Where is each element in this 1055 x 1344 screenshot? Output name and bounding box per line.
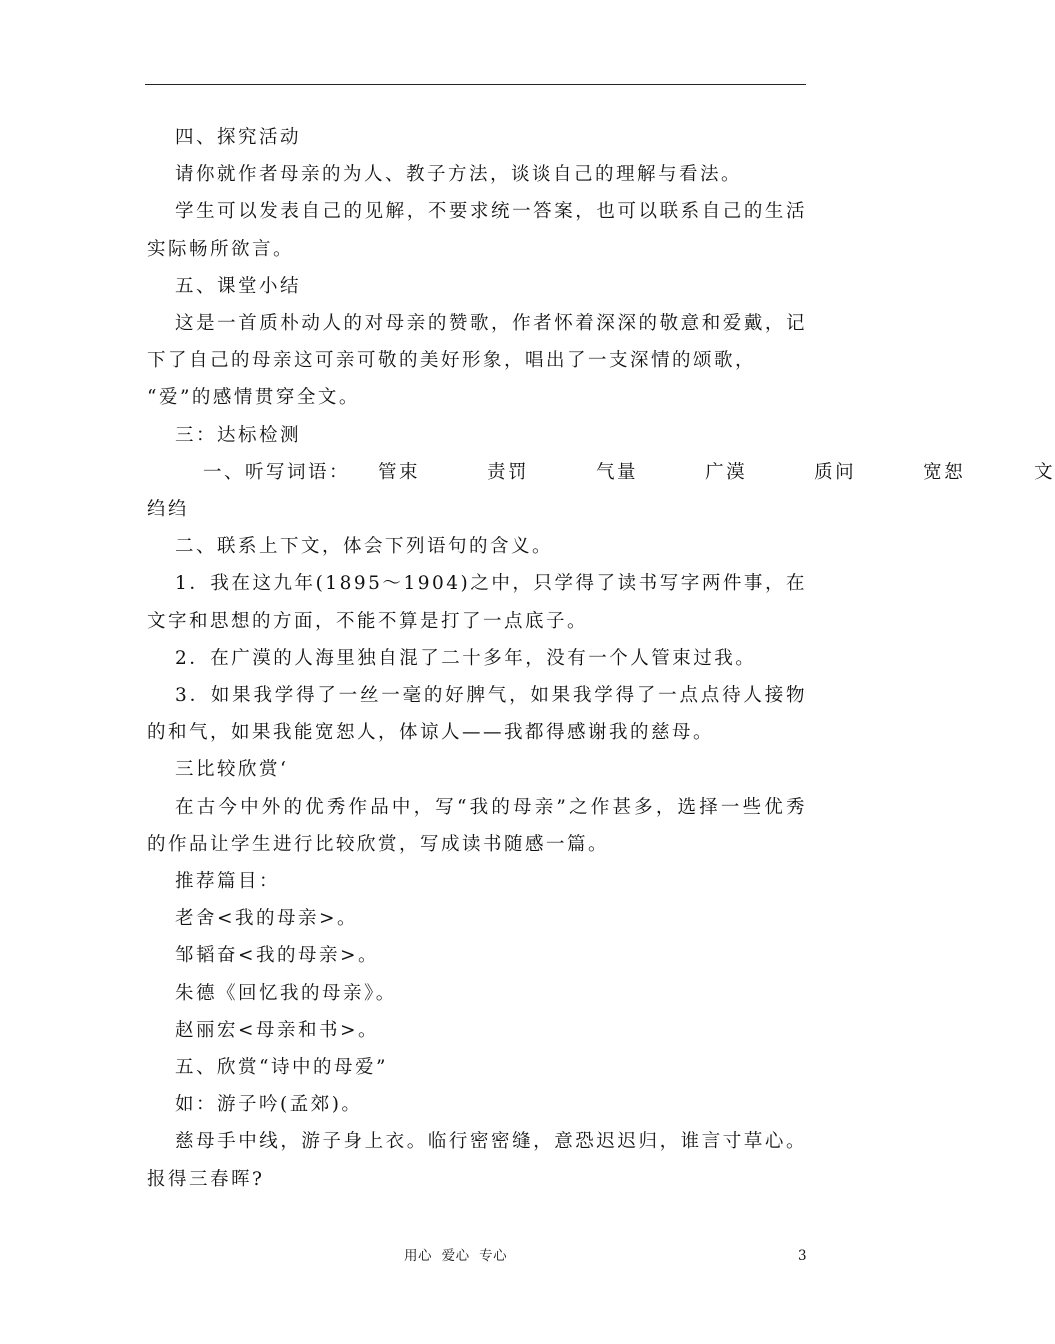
vocab-word: 管束 (378, 461, 421, 483)
vocab-word: 质问 (814, 461, 857, 483)
vocab-word: 文 (1034, 461, 1055, 483)
question-item-2: 2．在广漠的人海里独自混了二十多年，没有一个人管束过我。 (175, 647, 757, 669)
vocab-continuation: 绉绉 (147, 499, 190, 521)
page-number: 3 (798, 1248, 807, 1264)
recommended-item: 赵丽宏<母亲和书>。 (175, 1019, 380, 1041)
recommended-item: 老舍<我的母亲>。 (175, 908, 359, 930)
section-heading-compare: 三比较欣赏‘ (175, 759, 289, 781)
vocab-line (147, 454, 1055, 491)
section-heading-inquiry: 四、探究活动 (175, 127, 302, 148)
question-heading-2: 二、联系上下文，体会下列语句的含义。 (175, 536, 554, 558)
section-heading-test: 三：达标检测 (175, 424, 302, 446)
poem-title: 如：游子吟(孟郊)。 (175, 1094, 363, 1116)
poem-text: 慈母手中线，游子身上衣。临行密密缝，意恐迟迟归，谁言寸草心。报得三春晖? (147, 1131, 807, 1190)
recommended-item: 邹韬奋<我的母亲>。 (175, 945, 380, 967)
header-rule (145, 84, 806, 85)
footer-motto: 用心 爱心 专心 (404, 1248, 508, 1264)
vocab-word: 广漠 (705, 461, 748, 483)
paragraph-compare: 在古今中外的优秀作品中，写“我的母亲”之作甚多，选择一些优秀的作品让学生进行比较欣赏，写成读书随感一篇。 (147, 796, 807, 855)
section-heading-poem: 五、欣赏“诗中的母爱” (175, 1057, 388, 1079)
recommended-heading: 推荐篇目： (175, 871, 281, 893)
recommended-item: 朱德《回忆我的母亲》。 (175, 982, 397, 1004)
section-heading-summary: 五、课堂小结 (175, 275, 302, 297)
vocab-word: 宽恕 (923, 461, 966, 483)
paragraph-students: 学生可以发表自己的见解，不要求统一答案，也可以联系自己的生活实际畅所欲言。 (147, 201, 807, 260)
question-item-1: 1．我在这九年(1895～1904)之中，只学得了读书写字两件事，在文字和思想的方面，不能不算是打了一点底子。 (147, 573, 807, 632)
paragraph-summary: 这是一首质朴动人的对母亲的赞歌，作者怀着深深的敬意和爱戴，记下了自己的母亲这可亲可敬的美好形象，唱出了一支深情的颂歌， (147, 313, 807, 372)
paragraph-summary-end: “爱”的感情贯穿全文。 (147, 387, 360, 409)
vocab-prefix: 一、听写词语： (203, 461, 351, 483)
paragraph-prompt: 请你就作者母亲的为人、教子方法，谈谈自己的理解与看法。 (175, 164, 743, 186)
document-body (147, 119, 1055, 1198)
question-item-3: 3．如果我学得了一丝一毫的好脾气，如果我学得了一点点待人接物的和气，如果我能宽恕人，体谅人——我都得感谢我的慈母。 (147, 685, 807, 744)
vocab-word: 责罚 (487, 461, 530, 483)
vocab-word: 气量 (596, 461, 639, 483)
